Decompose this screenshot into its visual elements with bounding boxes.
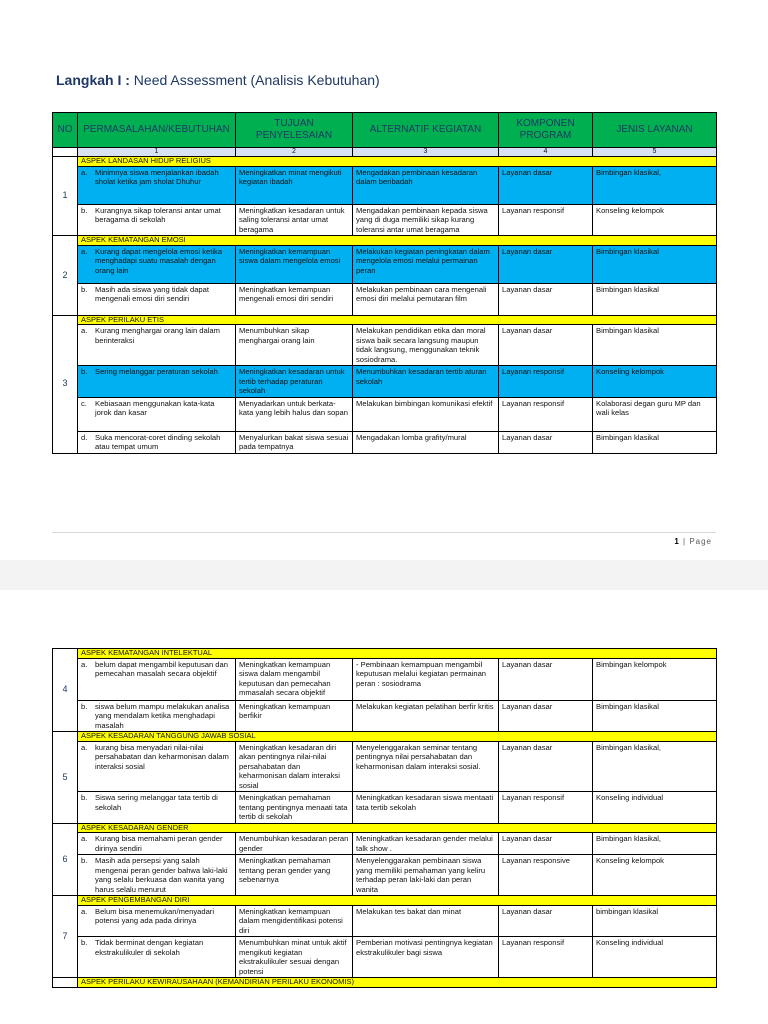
permasalahan-item	[81, 702, 232, 731]
title-text: Need Assessment (Analisis Kebutuhan)	[133, 72, 380, 88]
aspect-row	[53, 236, 717, 246]
tujuan-cell: Meningkatkan kemampuan siswa dalam mengelola emosi	[236, 245, 353, 283]
item-text: Minimnya siswa menjalankan ibadah sholat ketika jam sholat Dhuhur	[95, 167, 219, 186]
aspect-row	[53, 732, 717, 742]
komponen-cell: Layanan responsif	[499, 937, 593, 978]
komponen-cell: Layanan responsif	[499, 366, 593, 398]
item-text: Sering melanggar peraturan sekolah	[95, 367, 218, 376]
permasalahan-item	[81, 168, 232, 187]
item-text: Kurang menghargai orang lain dalam berinteraksi	[95, 326, 220, 345]
item-text: Suka mencorat-coret dinding sekolah atau tempat umum	[95, 432, 221, 451]
item-letter: a.	[81, 742, 88, 752]
alternatif-cell: Melakukan pembinaan cara mengenali emosi diri melalui pemutaran film	[353, 283, 499, 315]
jenis-cell: Bimbingan klasikal	[593, 283, 717, 315]
column-number: 5	[593, 148, 717, 157]
row-number: 5	[53, 732, 78, 824]
tujuan-cell: Meningkatkan kesadaran diri akan pentingnya nilai-nilai persahabatan dan keharmonisan dalam interaksi sosial	[236, 741, 353, 792]
need-assessment-table-continued	[52, 648, 717, 988]
item-text: belum dapat mengambil keputusan dan pemecahan masalah secara objektif	[95, 659, 228, 678]
permasalahan-item	[81, 856, 232, 894]
komponen-cell: Layanan dasar	[499, 166, 593, 204]
table-row	[53, 166, 717, 204]
table-row	[53, 905, 717, 937]
item-letter: a.	[81, 246, 88, 256]
item-text: Kurangnya sikap toleransi antar umat beragama di sekolah	[95, 205, 221, 224]
alternatif-cell: Melakukan bimbingan komunikasi efektif	[353, 397, 499, 431]
alternatif-cell: Mengadakan pembinaan kesadaran dalam beribadah	[353, 166, 499, 204]
permasalahan-item	[81, 834, 232, 853]
item-letter: a.	[81, 167, 88, 177]
permasalahan-cell	[78, 245, 236, 283]
item-letter: b.	[81, 284, 88, 294]
footer-separator: |	[679, 537, 690, 546]
alternatif-cell: Melakukan kegiatan peningkatan dalam mengelola emosi melalui permainan peran	[353, 245, 499, 283]
page-2	[0, 590, 768, 1024]
tujuan-cell: Meningkatkan kemampuan berfikir	[236, 700, 353, 732]
aspect-row	[53, 157, 717, 167]
aspect-label: ASPEK KESADARAN GENDER	[78, 823, 717, 833]
item-text: Tidak berminat dengan kegiatan ekstrakulikuler di sekolah	[95, 938, 204, 957]
item-text: Masih ada siswa yang tidak dapat mengenali emosi diri sendiri	[95, 284, 209, 303]
item-letter: b.	[81, 793, 88, 802]
komponen-cell: Layanan responsif	[499, 397, 593, 431]
aspect-row	[53, 315, 717, 325]
table-row	[53, 325, 717, 366]
table-row	[53, 833, 717, 855]
aspect-label: ASPEK PERILAKU KEWIRAUSAHAAN (KEMANDIRIAN PERILAKU EKONOMIS)	[78, 978, 717, 988]
jenis-cell: Bimbingan klasikal	[593, 431, 717, 453]
aspect-label: ASPEK LANDASAN HIDUP RELIGIUS	[78, 157, 717, 167]
item-letter: c.	[81, 398, 87, 408]
header-jenis: JENIS LAYANAN	[593, 113, 717, 148]
row-number: 1	[53, 157, 78, 236]
aspect-label: ASPEK KEMATANGAN EMOSI	[78, 236, 717, 246]
item-letter: d.	[81, 432, 88, 442]
column-number-blank	[53, 148, 78, 157]
alternatif-cell: - Pembinaan kemampuan mengambil keputusan melalui kegiatan permainan peran : sosiodrama	[353, 658, 499, 700]
komponen-cell: Layanan dasar	[499, 325, 593, 366]
alternatif-cell: Melakukan tes bakat dan minat	[353, 905, 499, 937]
permasalahan-item	[81, 285, 232, 304]
jenis-cell: Konseling individual	[593, 937, 717, 978]
item-text: Masih ada persepsi yang salah mengenai peran gender bahwa laki-laki yang selalu berkuasa dan wanita yang harus selalu menurut	[95, 856, 228, 894]
footer-divider	[52, 532, 716, 533]
row-number: 4	[53, 649, 78, 732]
column-number-row	[53, 148, 717, 157]
jenis-cell: Bimbingan klasikal	[593, 245, 717, 283]
tujuan-cell: Meningkatkan kemampuan dalam mengidentifikasi potensi diri	[236, 905, 353, 937]
jenis-cell: Konseling kelompok	[593, 366, 717, 398]
permasalahan-cell	[78, 431, 236, 453]
aspect-row	[53, 978, 717, 988]
page-footer	[674, 537, 712, 546]
permasalahan-cell	[78, 397, 236, 431]
jenis-cell: Konseling individual	[593, 792, 717, 824]
komponen-cell: Layanan dasar	[499, 833, 593, 855]
permasalahan-cell	[78, 325, 236, 366]
aspect-label: ASPEK KEMATANGAN INTELEKTUAL	[78, 649, 717, 659]
row-number	[53, 978, 78, 988]
komponen-cell: Layanan dasar	[499, 700, 593, 732]
aspect-label: ASPEK KESADARAN TANGGUNG JAWAB SOSIAL	[78, 732, 717, 742]
table-row	[53, 741, 717, 792]
item-letter: b.	[81, 367, 88, 376]
tujuan-cell: Meningkatkan pemahaman tentang peran gender yang sebenarnya	[236, 855, 353, 896]
jenis-cell: Konseling kelompok	[593, 204, 717, 236]
item-text: siswa belum mampu melakukan analisa yang mendalam ketika menghadapi masalah	[95, 701, 230, 730]
tujuan-cell: Meningkatkan kemampuan siswa dalam mengambil keputusan dan pemecahan mmasalah secara objektif	[236, 658, 353, 700]
permasalahan-cell	[78, 833, 236, 855]
permasalahan-cell	[78, 204, 236, 236]
permasalahan-cell	[78, 855, 236, 896]
table-row	[53, 283, 717, 315]
tujuan-cell: Menumbuhkan minat untuk aktif mengikuti kegiatan ekstrakulikuler sesuai dengan potensi	[236, 937, 353, 978]
need-assessment-table	[52, 112, 717, 454]
table-row	[53, 700, 717, 732]
page-number: 1	[674, 537, 680, 546]
alternatif-cell: Melakukan pendidikan etika dan moral siswa baik secara langsung maupun tidak langsung, menggunakan teknik sosiodrama.	[353, 325, 499, 366]
table-row	[53, 366, 717, 398]
aspect-row	[53, 896, 717, 906]
row-number: 6	[53, 823, 78, 896]
item-letter: a.	[81, 906, 88, 916]
item-text: Kurang dapat mengelola emosi ketika menghadapi suatu masalah dengan orang lain	[95, 246, 223, 275]
item-letter: a.	[81, 659, 88, 669]
alternatif-cell: Menyelenggarakan pembinaan siswa yang memiliki pemahaman yang keliru terhadap peran laki-laki dan peran wanita	[353, 855, 499, 896]
aspect-label: ASPEK PERILAKU ETIS	[78, 315, 717, 325]
column-number: 1	[78, 148, 236, 157]
item-letter: b.	[81, 938, 88, 947]
permasalahan-item	[81, 247, 232, 276]
permasalahan-item	[81, 660, 232, 679]
item-letter: a.	[81, 326, 88, 335]
header-no: NO	[53, 113, 78, 148]
tujuan-cell: Meningkatkan kemampuan mengenali emosi diri sendiri	[236, 283, 353, 315]
table-row	[53, 431, 717, 453]
item-text: Belum bisa menemukan/menyadari potensi yang ada pada dirinya	[95, 906, 215, 925]
page-label: Page	[689, 537, 712, 546]
alternatif-cell: Menyelenggarakan seminar tentang pentingnya nilai persahabatan dan keharmonisan dalam interaksi sosial.	[353, 741, 499, 792]
tujuan-cell: Meningkatkan kesadaran untuk tertib terhadap peraturan sekolah	[236, 366, 353, 398]
tujuan-cell: Menumbuhkan sikap menghargai orang lain	[236, 325, 353, 366]
komponen-cell: Layanan dasar	[499, 245, 593, 283]
row-number: 2	[53, 236, 78, 316]
permasalahan-item	[81, 433, 232, 452]
tujuan-cell: Menumbuhkan kesadaran peran gender	[236, 833, 353, 855]
aspect-label: ASPEK PENGEMBANGAN DIRI	[78, 896, 717, 906]
jenis-cell: Bimbingan klasikal,	[593, 741, 717, 792]
jenis-cell: Bimbingan klasikal,	[593, 833, 717, 855]
column-number: 2	[236, 148, 353, 157]
table-row	[53, 397, 717, 431]
row-number: 3	[53, 315, 78, 453]
header-alternatif: ALTERNATIF KEGIATAN	[353, 113, 499, 148]
permasalahan-item	[81, 793, 232, 812]
tujuan-cell: Meningkatkan pemahaman tentang pentingnya menaati tata tertib di sekolah	[236, 792, 353, 824]
komponen-cell: Layanan dasar	[499, 905, 593, 937]
table-row	[53, 792, 717, 824]
table-row	[53, 937, 717, 978]
permasalahan-item	[81, 206, 232, 225]
permasalahan-item	[81, 907, 232, 926]
table-header-row	[53, 113, 717, 148]
alternatif-cell: Mengadakan pembinaan kepada siswa yang di duga memiliki sikap kurang toleransi antar umat beragama	[353, 204, 499, 236]
table-row	[53, 204, 717, 236]
column-number: 3	[353, 148, 499, 157]
item-letter: a.	[81, 834, 88, 843]
permasalahan-cell	[78, 741, 236, 792]
page-title	[56, 72, 380, 88]
permasalahan-item	[81, 399, 232, 418]
title-prefix: Langkah I :	[56, 72, 130, 88]
jenis-cell: Kolaborasi degan guru MP dan wali kelas	[593, 397, 717, 431]
komponen-cell: Layanan dasar	[499, 658, 593, 700]
alternatif-cell: Meningkatkan kesadaran gender melalui talk show .	[353, 833, 499, 855]
permasalahan-item	[81, 938, 232, 957]
permasalahan-item	[81, 743, 232, 772]
permasalahan-cell	[78, 905, 236, 937]
jenis-cell: Konseling kelompok	[593, 855, 717, 896]
permasalahan-cell	[78, 792, 236, 824]
alternatif-cell: Pemberian motivasi pentingnya kegiatan ekstrakulikuler bagi siswa	[353, 937, 499, 978]
permasalahan-cell	[78, 700, 236, 732]
jenis-cell: Bimbingan klasikal	[593, 700, 717, 732]
tujuan-cell: Menyadarkan untuk berkata-kata yang lebih halus dan sopan	[236, 397, 353, 431]
table-row	[53, 855, 717, 896]
permasalahan-item	[81, 326, 232, 345]
komponen-cell: Layanan responsive	[499, 855, 593, 896]
permasalahan-cell	[78, 658, 236, 700]
komponen-cell: Layanan dasar	[499, 431, 593, 453]
alternatif-cell: Meningkatkan kesadaran siswa mentaati tata tertib sekolah	[353, 792, 499, 824]
table-row	[53, 658, 717, 700]
tujuan-cell: Meningkatkan minat mengikuti kegiatan ibadah	[236, 166, 353, 204]
header-tujuan: TUJUAN PENYELESAIAN	[236, 113, 353, 148]
komponen-cell: Layanan dasar	[499, 283, 593, 315]
aspect-row	[53, 823, 717, 833]
alternatif-cell: Menumbuhkan kesadaran tertib aturan sekolah	[353, 366, 499, 398]
permasalahan-item	[81, 367, 232, 377]
item-text: Kebiasaan menggunakan kata-kata jorok dan kasar	[95, 398, 215, 417]
item-letter: b.	[81, 856, 88, 865]
item-text: kurang bisa menyadari nilai-nilai persahabatan dan keharmonisan dalam interaksi sosial	[95, 742, 229, 771]
table-row	[53, 245, 717, 283]
alternatif-cell: Melakukan kegiatan pelatihan berfir kritis	[353, 700, 499, 732]
column-number: 4	[499, 148, 593, 157]
jenis-cell: Bimbingan kelompok	[593, 658, 717, 700]
alternatif-cell: Mengadakan lomba grafity/mural	[353, 431, 499, 453]
permasalahan-cell	[78, 166, 236, 204]
header-permasalahan: PERMASALAHAN/KEBUTUHAN	[78, 113, 236, 148]
permasalahan-cell	[78, 366, 236, 398]
komponen-cell: Layanan responsif	[499, 204, 593, 236]
header-komponen: KOMPONEN PROGRAM	[499, 113, 593, 148]
tujuan-cell: Menyalurkan bakat siswa sesuai pada tempatnya	[236, 431, 353, 453]
permasalahan-cell	[78, 937, 236, 978]
item-text: Kurang bisa memahami peran gender dirinya sendiri	[95, 834, 223, 853]
komponen-cell: Layanan dasar	[499, 741, 593, 792]
komponen-cell: Layanan responsif	[499, 792, 593, 824]
aspect-row	[53, 649, 717, 659]
jenis-cell: Bimbingan klasikal	[593, 325, 717, 366]
tujuan-cell: Meningkatkan kesadaran untuk saling toleransi antar umat beragama	[236, 204, 353, 236]
item-letter: b.	[81, 205, 88, 215]
item-letter: b.	[81, 701, 88, 711]
jenis-cell: Bimbingan klasikal,	[593, 166, 717, 204]
jenis-cell: bimbingan klasikal	[593, 905, 717, 937]
row-number: 7	[53, 896, 78, 978]
permasalahan-cell	[78, 283, 236, 315]
item-text: Siswa sering melanggar tata tertib di sekolah	[95, 793, 218, 812]
